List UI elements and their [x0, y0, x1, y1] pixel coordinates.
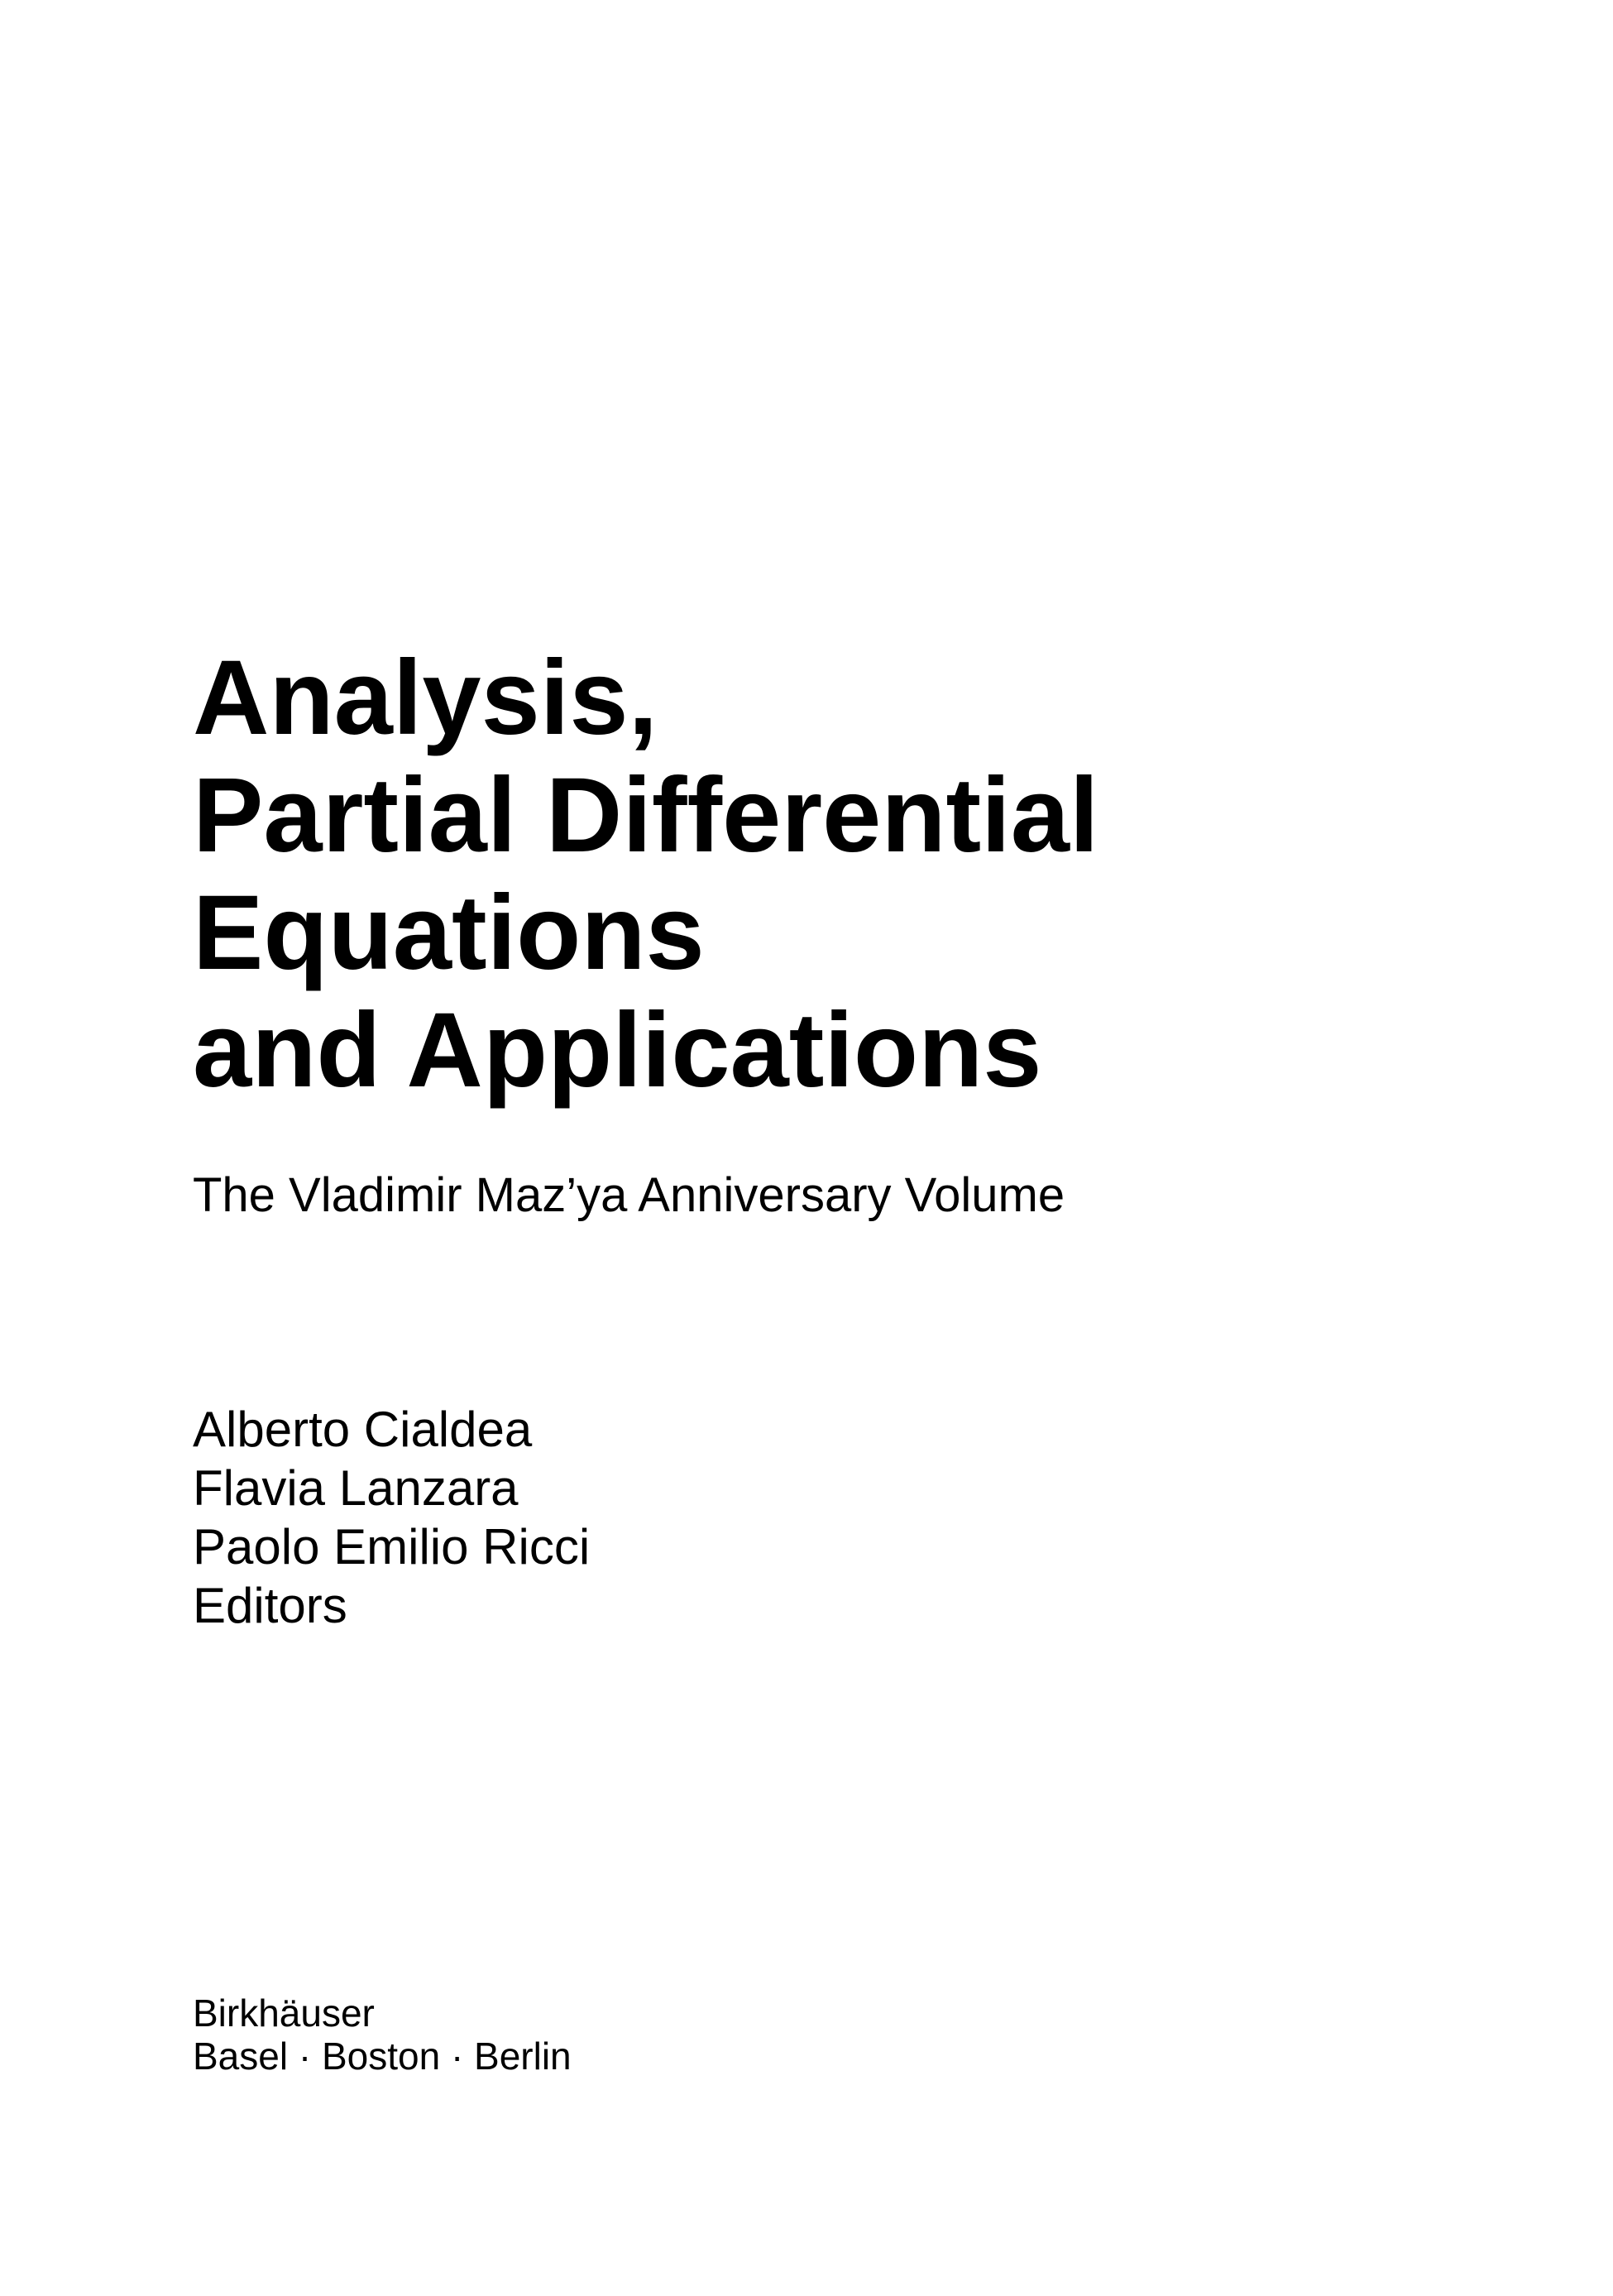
publisher-name: Birkhäuser	[193, 1992, 375, 2035]
book-title-line-1: Analysis,	[193, 639, 658, 757]
book-title	[193, 640, 1098, 1110]
book-title-line-4: and Applications	[193, 991, 1042, 1110]
publisher-block	[193, 1992, 572, 2078]
publisher-locations: Basel · Boston · Berlin	[193, 2035, 572, 2078]
editor-name-1: Alberto Cialdea	[193, 1402, 533, 1457]
editors-block	[193, 1400, 590, 1635]
editor-name-2: Flavia Lanzara	[193, 1460, 519, 1516]
book-title-line-2: Partial Differential	[193, 756, 1099, 875]
book-subtitle: The Vladimir Maz’ya Anniversary Volume	[193, 1168, 1065, 1222]
editor-name-3: Paolo Emilio Ricci	[193, 1519, 591, 1575]
book-title-line-3: Equations	[193, 874, 705, 992]
editors-role-label: Editors	[193, 1578, 347, 1633]
